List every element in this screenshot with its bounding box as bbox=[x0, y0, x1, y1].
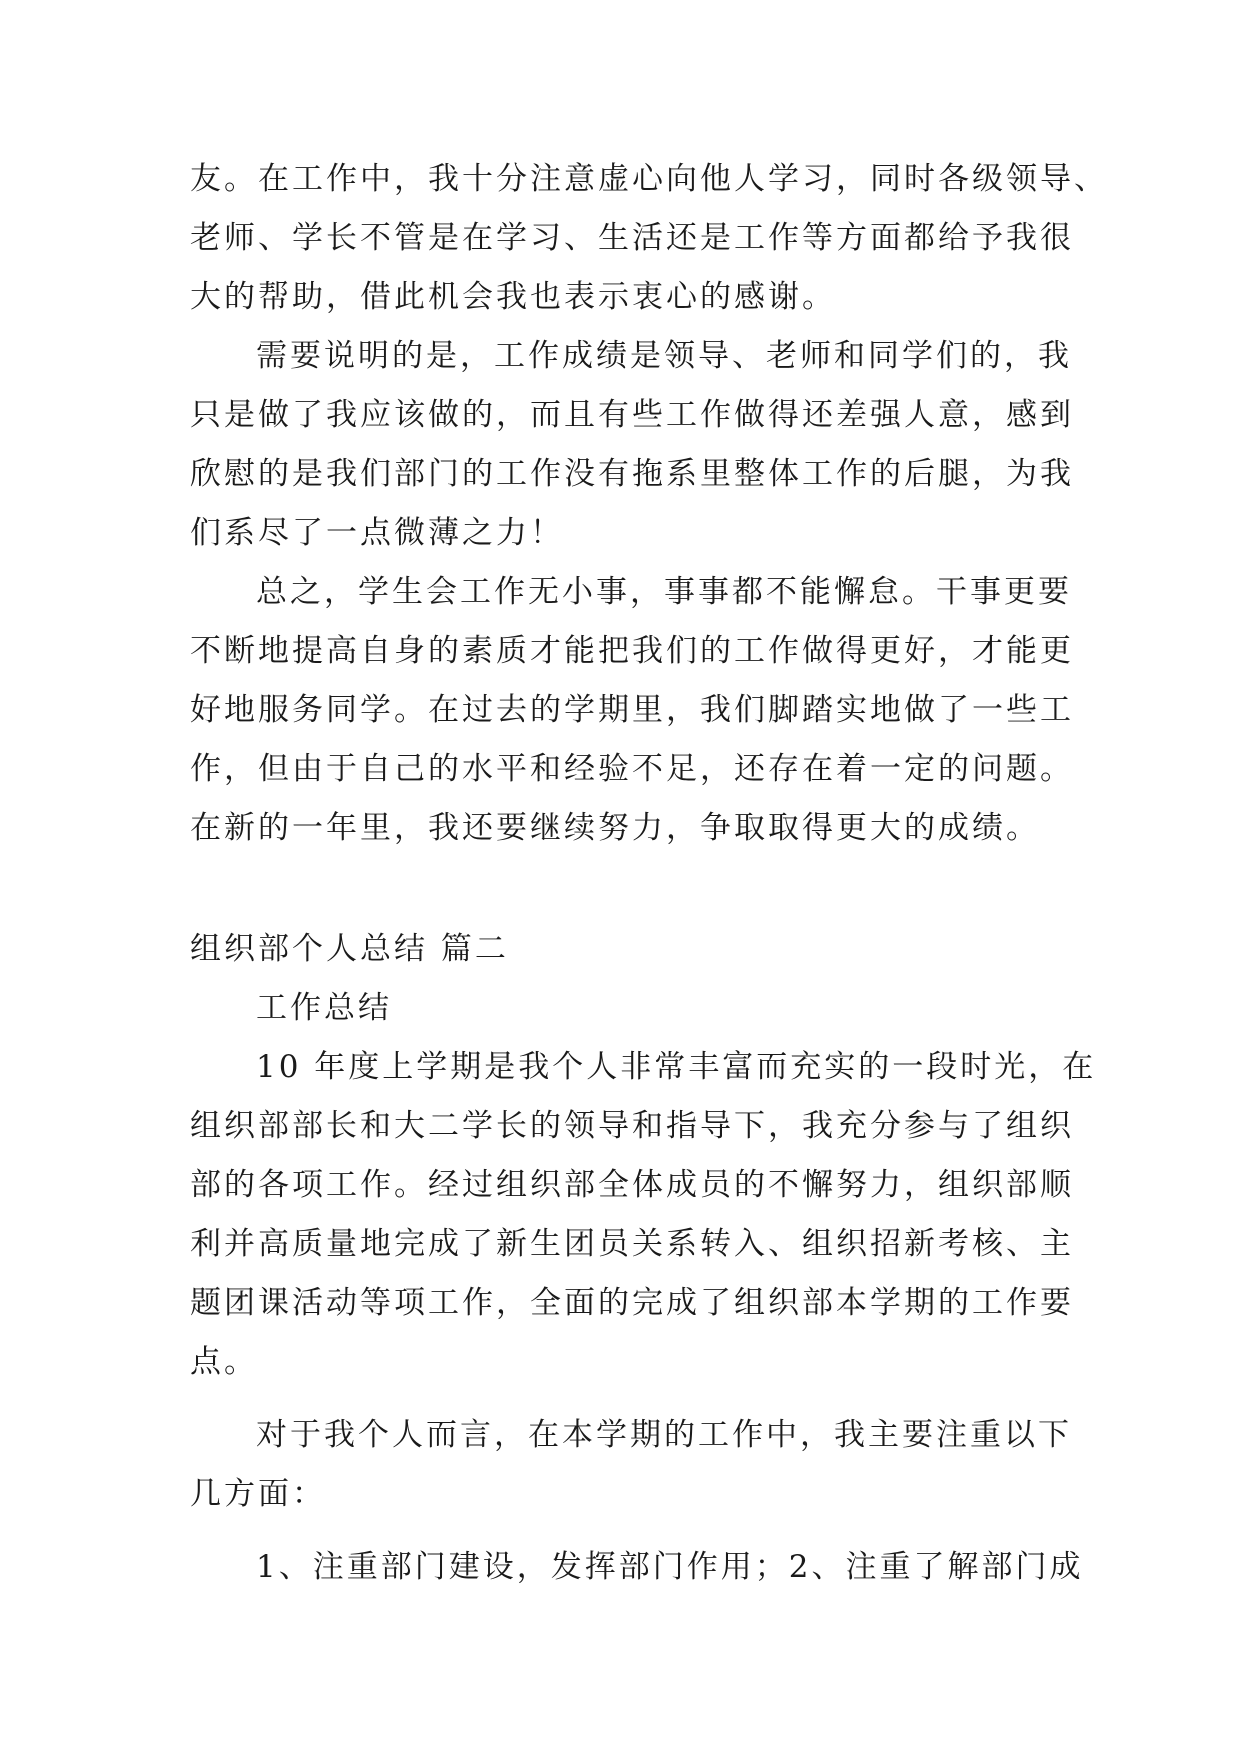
paragraph-conclusion bbox=[190, 563, 1074, 858]
text-line: 只是做了我应该做的，而且有些工作做得还差强人意，感到 bbox=[190, 397, 1074, 433]
section-heading: 组织部个人总结 篇二 bbox=[190, 931, 509, 967]
text-line: 组织部部长和大二学长的领导和指导下，我充分参与了组织 bbox=[190, 1108, 1074, 1144]
paragraph-personal-focus bbox=[190, 1406, 1070, 1524]
text-line: 部的各项工作。经过组织部全体成员的不懈努力，组织部顺 bbox=[190, 1167, 1074, 1203]
text-line: 需要说明的是，工作成绩是领导、老师和同学们的，我 bbox=[256, 338, 1072, 374]
text-line: 们系尽了一点微薄之力！ bbox=[190, 515, 564, 551]
text-line: 题团课活动等项工作，全面的完成了组织部本学期的工作要 bbox=[190, 1285, 1074, 1321]
text-line: 点。 bbox=[190, 1344, 258, 1380]
text-line: 在新的一年里，我还要继续努力，争取取得更大的成绩。 bbox=[190, 810, 1040, 846]
text-line: 欣慰的是我们部门的工作没有拖系里整体工作的后腿，为我 bbox=[190, 456, 1074, 492]
text-line: 大的帮助，借此机会我也表示衷心的感谢。 bbox=[190, 279, 836, 315]
subheading: 工作总结 bbox=[256, 990, 392, 1026]
paragraph-semester-summary bbox=[190, 1038, 1097, 1392]
text-line: 总之，学生会工作无小事，事事都不能懈怠。干事更要 bbox=[256, 574, 1072, 610]
text-line: 对于我个人而言，在本学期的工作中，我主要注重以下 bbox=[256, 1417, 1072, 1453]
text-line: 作，但由于自己的水平和经验不足，还存在着一定的问题。 bbox=[190, 751, 1074, 787]
document-body bbox=[190, 150, 1108, 1597]
text-line: 利并高质量地完成了新生团员关系转入、组织招新考核、主 bbox=[190, 1226, 1074, 1262]
text-line: 友。在工作中，我十分注意虚心向他人学习，同时各级领导、 bbox=[190, 161, 1108, 197]
paragraph-closing-thanks bbox=[190, 150, 1108, 327]
text-line: 1、注重部门建设，发挥部门作用；2、注重了解部门成 bbox=[256, 1549, 1084, 1585]
text-line: 几方面： bbox=[190, 1476, 326, 1512]
paragraph-explanation bbox=[190, 327, 1074, 563]
paragraph-focus-items bbox=[190, 1538, 1084, 1597]
text-line: 不断地提高自身的素质才能把我们的工作做得更好，才能更 bbox=[190, 633, 1074, 669]
text-line: 好地服务同学。在过去的学期里，我们脚踏实地做了一些工 bbox=[190, 692, 1074, 728]
text-line: 10 年度上学期是我个人非常丰富而充实的一段时光，在 bbox=[256, 1049, 1097, 1085]
text-line: 老师、学长不管是在学习、生活还是工作等方面都给予我很 bbox=[190, 220, 1074, 256]
